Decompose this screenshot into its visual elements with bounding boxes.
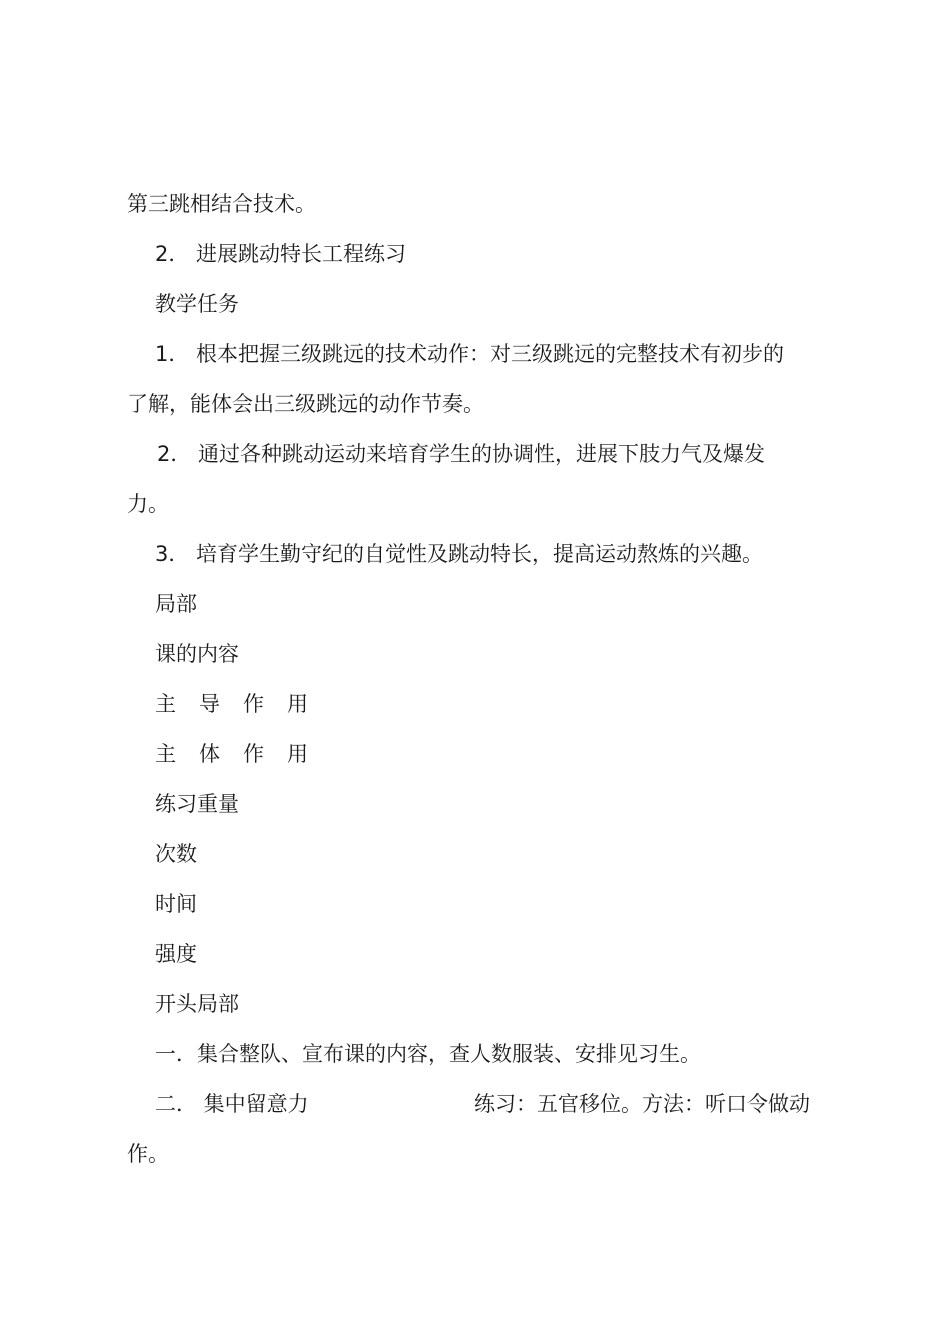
label-line: 时间 [155, 892, 197, 916]
char: 导 [199, 692, 220, 716]
label-line [155, 690, 331, 718]
char: 用 [287, 692, 308, 716]
paragraph-line: 力。 [127, 492, 169, 516]
label-line: 局部 [155, 592, 197, 616]
text-line: 第三跳相结合技术。 [127, 192, 316, 216]
paragraph-line-left: 二． 集中留意力 [155, 1092, 309, 1116]
paragraph-line: 了解，能体会出三级跳远的动作节奏。 [127, 392, 484, 416]
label-line: 开头局部 [155, 992, 239, 1016]
label-line: 次数 [155, 842, 197, 866]
char: 用 [287, 742, 308, 766]
paragraph-line-right: 练习：五官移位。方法：听口令做动 [474, 1092, 810, 1116]
label-line: 练习重量 [155, 792, 239, 816]
char: 作 [243, 742, 264, 766]
paragraph-line: 3． 培育学生勤守纪的自觉性及跳动特长，提高运动熬炼的兴趣。 [155, 542, 764, 566]
char: 主 [155, 692, 176, 716]
char: 作 [243, 692, 264, 716]
paragraph-line: 1． 根本把握三级跳远的技术动作：对三级跳远的完整技术有初步的 [155, 342, 785, 366]
paragraph-line: 作。 [127, 1142, 169, 1166]
label-line: 强度 [155, 942, 197, 966]
char: 体 [199, 742, 220, 766]
label-line [155, 740, 331, 768]
char: 主 [155, 742, 176, 766]
label-line: 课的内容 [155, 642, 239, 666]
paragraph-line: 一．集合整队、宣布课的内容，查人数服装、安排见习生。 [155, 1042, 701, 1066]
paragraph-line: 2． 通过各种跳动运动来培育学生的协调性，进展下肢力气及爆发 [157, 442, 766, 466]
section-heading: 教学任务 [155, 292, 239, 316]
section-heading: 2． 进展跳动特长工程练习 [155, 242, 407, 266]
